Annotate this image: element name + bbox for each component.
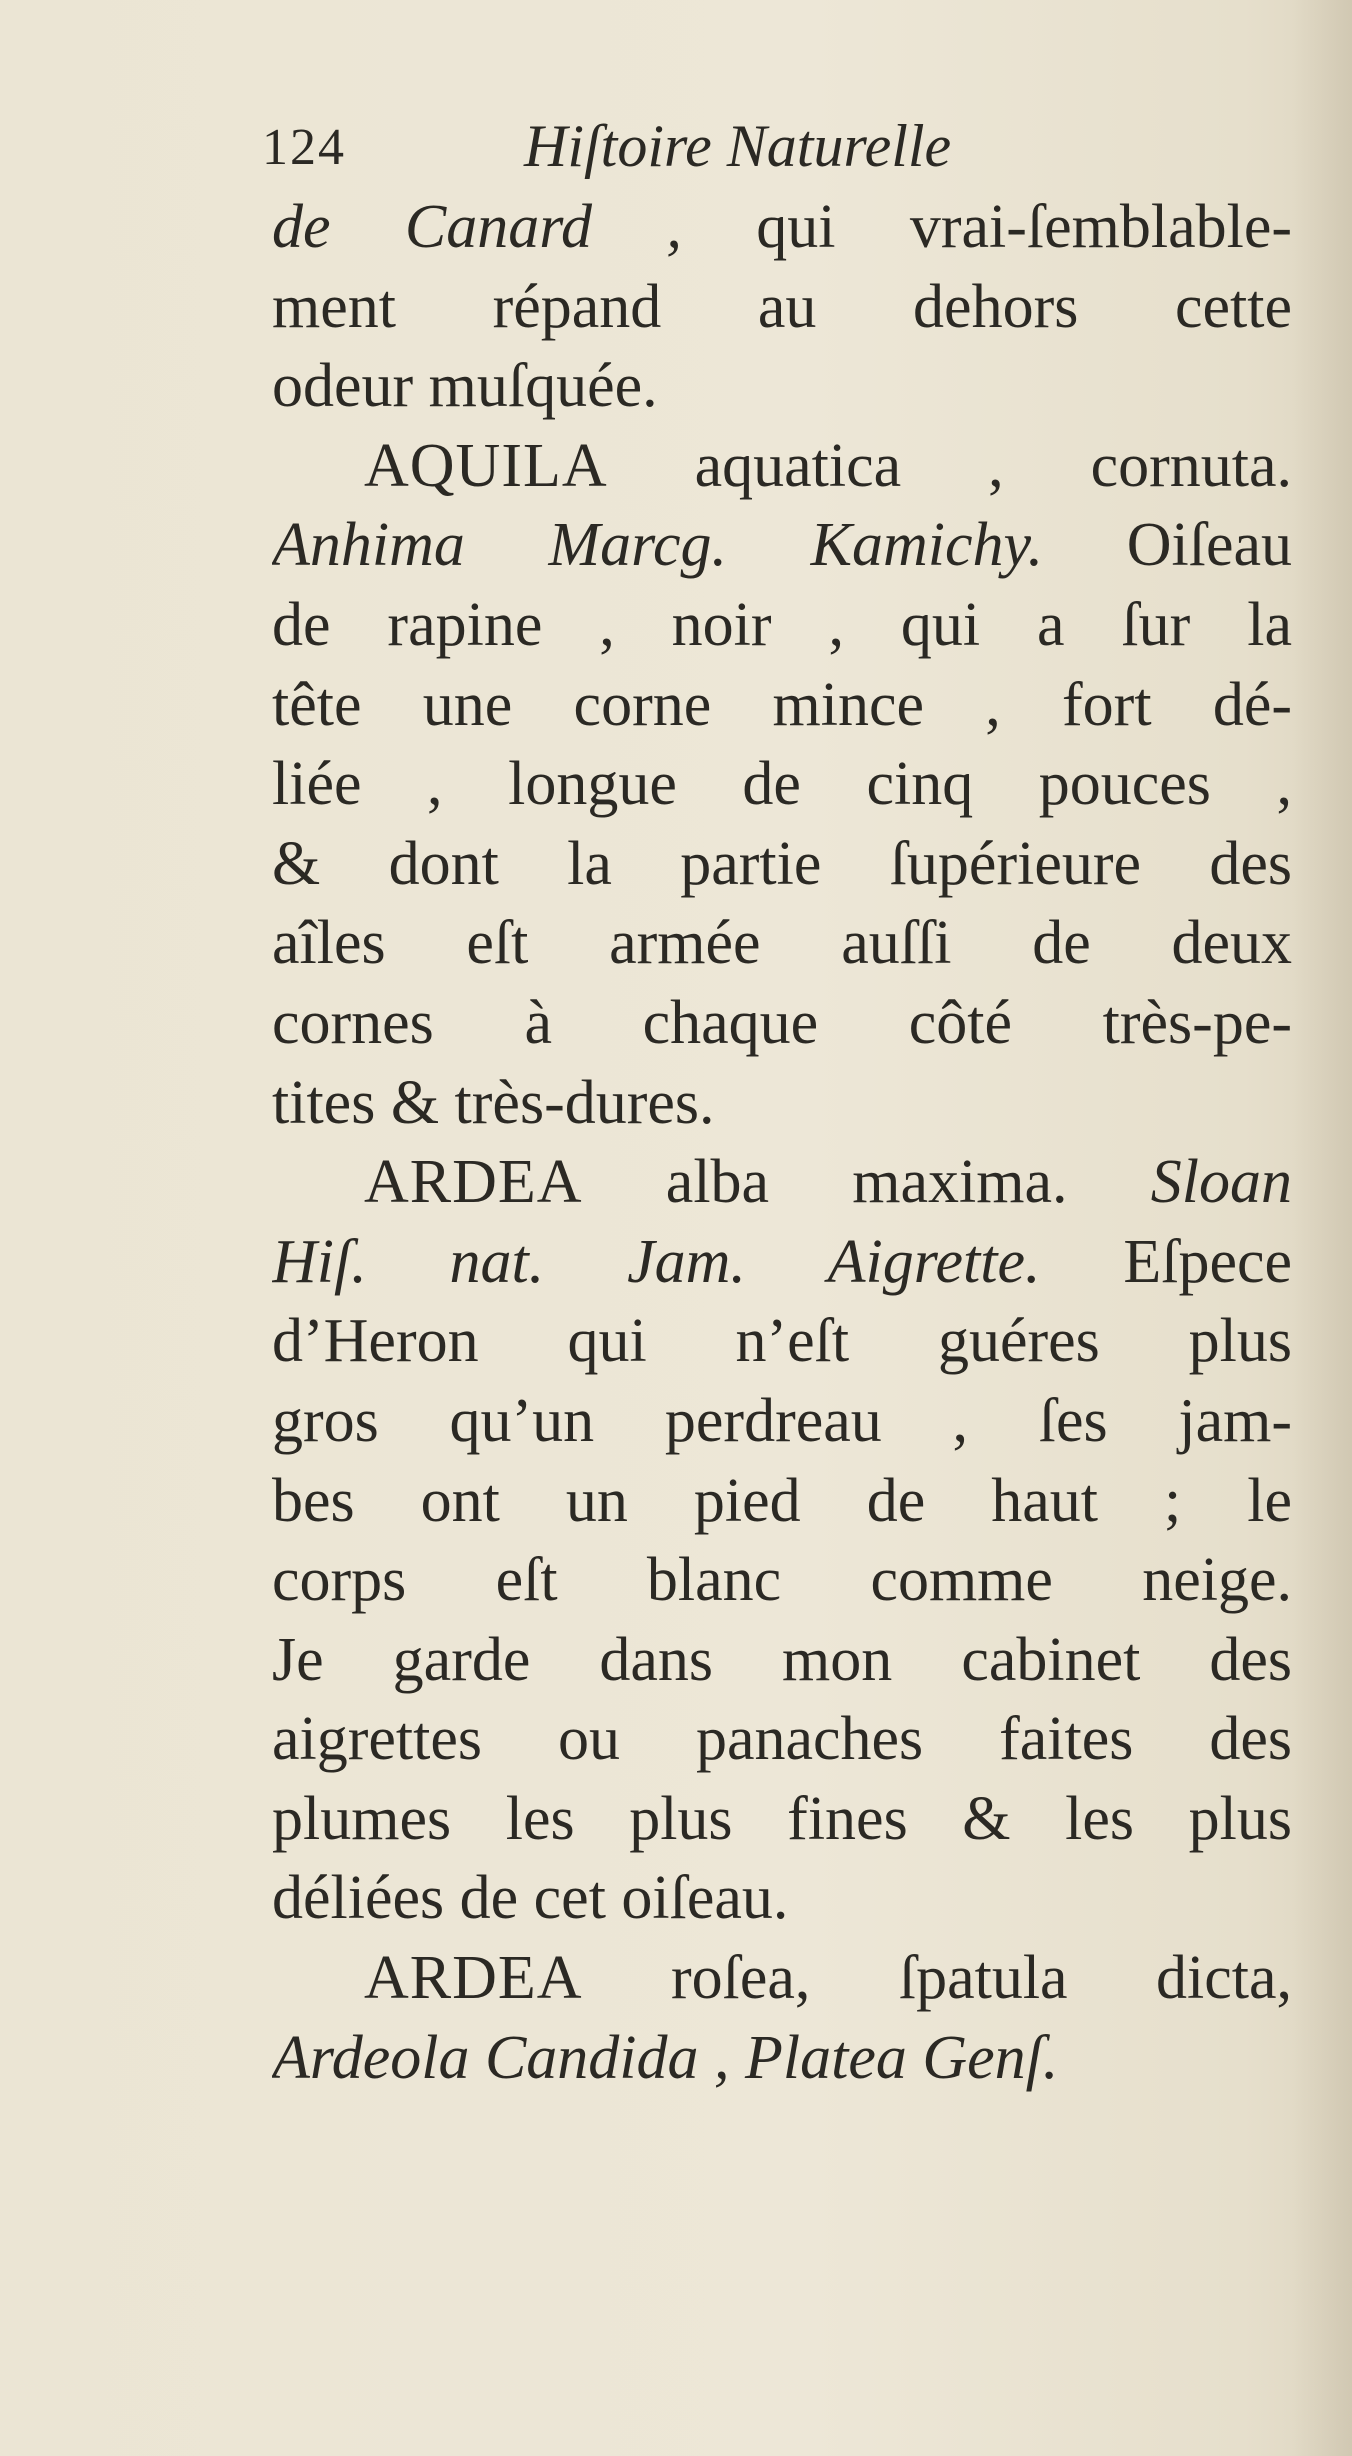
text-line	[272, 1700, 1292, 1780]
text-line	[272, 1064, 1292, 1144]
text-run: gros qu’un perdreau , ſes jam-	[272, 1386, 1292, 1455]
text-run: Je garde dans mon cabinet des	[272, 1625, 1292, 1694]
text-line	[272, 1382, 1292, 1462]
text-line	[272, 427, 1292, 507]
text-line	[272, 1939, 1292, 2019]
text-run: déliées de cet oiſeau.	[272, 1864, 789, 1933]
text-run: alba maxima.	[582, 1148, 1151, 1217]
text-line	[272, 1223, 1292, 1303]
text-run: & dont la partie ſupérieure des	[272, 829, 1292, 898]
italic-text: Sloan	[1150, 1148, 1292, 1217]
page-edge-shadow	[1292, 0, 1352, 2456]
text-line	[272, 1780, 1292, 1860]
text-run: d’Heron qui n’eſt guéres plus	[272, 1307, 1292, 1376]
text-run: qui vrai-ſemblable-	[681, 193, 1292, 261]
body-text	[272, 188, 1292, 2098]
text-line	[272, 268, 1292, 348]
text-line	[272, 904, 1292, 984]
text-line	[272, 188, 1292, 268]
text-run: aîles eſt armée auſſi de deux	[272, 909, 1292, 978]
text-line	[272, 347, 1292, 427]
text-line	[272, 745, 1292, 825]
text-run: aquatica , cornuta.	[607, 431, 1292, 500]
text-line	[272, 984, 1292, 1064]
text-run: roſea, ſpatula dicta,	[582, 1944, 1292, 2013]
italic-text: de Canard ,	[272, 193, 682, 261]
text-run: aigrettes ou panaches faites des	[272, 1705, 1292, 1774]
text-line	[272, 1859, 1292, 1939]
italic-text: Ardeola Candida , Platea Genſ.	[272, 2023, 1059, 2092]
italic-text: Anhima Marcg. Kamichy.	[272, 511, 1044, 580]
text-line	[272, 1621, 1292, 1701]
text-line	[272, 2019, 1292, 2099]
text-line	[272, 1302, 1292, 1382]
text-run: ARDEA	[364, 1944, 583, 2013]
text-run: tites & très-dures.	[272, 1068, 715, 1137]
text-line	[272, 1143, 1292, 1223]
text-run: ARDEA	[364, 1148, 583, 1217]
text-run: de rapine , noir , qui a ſur la	[272, 590, 1292, 659]
text-run: liée , longue de cinq pouces ,	[272, 750, 1292, 819]
text-run: tête une corne mince , fort dé-	[272, 670, 1292, 739]
text-run: plumes les plus fines & les plus	[272, 1784, 1292, 1853]
text-run: cornes à chaque côté très-pe-	[272, 988, 1292, 1057]
text-run: corps eſt blanc comme neige.	[272, 1546, 1292, 1615]
text-run: ment répand au dehors cette	[272, 272, 1292, 341]
text-run: bes ont un pied de haut ; le	[272, 1466, 1292, 1535]
page-number: 124	[262, 119, 346, 176]
text-line	[272, 666, 1292, 746]
text-line	[272, 825, 1292, 905]
italic-text: Hiſ. nat. Jam. Aigrette.	[272, 1227, 1041, 1296]
text-run: Oiſeau	[1043, 511, 1292, 580]
text-run: Eſpece	[1040, 1227, 1292, 1296]
text-line	[272, 1462, 1292, 1542]
text-run: AQUILA	[364, 431, 608, 500]
text-line	[272, 1541, 1292, 1621]
text-run: odeur muſquée.	[272, 352, 658, 421]
text-line	[272, 506, 1292, 586]
page-header	[262, 112, 1162, 192]
text-line	[272, 586, 1292, 666]
running-title: Hiſtoire Naturelle	[524, 113, 952, 179]
